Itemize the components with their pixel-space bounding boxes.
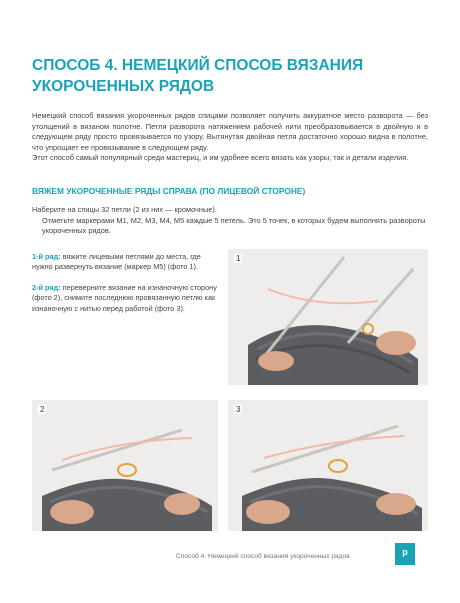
page-footer: Способ 4. Немецкий способ вязания укороченных рядов <box>176 553 350 560</box>
step-1-text: вяжите лицевыми петлями до места, где нужно развернуть вязание (маркер М5) (фото 1). <box>32 252 201 272</box>
knitting-photo-icon <box>32 400 218 531</box>
section-text <box>32 205 428 237</box>
steps-list <box>32 252 222 324</box>
photo-3-number: 3 <box>236 405 241 414</box>
step-2 <box>32 283 222 314</box>
knitting-photo-icon <box>228 400 428 531</box>
photo-3 <box>228 400 428 531</box>
cast-on-instruction: Наберите на спицы 32 петли (2 из них — кромочные). <box>32 205 217 214</box>
intro-text <box>32 111 428 164</box>
photo-1-number: 1 <box>236 254 241 263</box>
chapter-title-line1: СПОСОБ 4. НЕМЕЦКИЙ СПОСОБ ВЯЗАНИЯ <box>32 57 364 74</box>
step-1-label: 1-й ряд: <box>32 252 61 261</box>
section-heading: ВЯЖЕМ УКОРОЧЕННЫЕ РЯДЫ СПРАВА (ПО ЛИЦЕВОЙ СТОРОНЕ) <box>32 186 306 196</box>
knitting-photo-icon <box>228 249 428 385</box>
step-2-label: 2-й ряд: <box>32 282 61 292</box>
step-1 <box>32 252 222 273</box>
photo-2 <box>32 400 218 531</box>
photo-1 <box>228 249 428 385</box>
marker-instruction: Отметьте маркерами М1, М2, М3, М4, М5 каждые 5 петель. Это 5 точек, в которых будем выполнять развороты укороченных рядов. <box>42 215 426 236</box>
photo-2-number: 2 <box>40 405 45 414</box>
chapter-title <box>32 55 412 97</box>
step-2-text: переверните вязание на изнаночную сторону (фото 2), снимите последнюю провязанную петлю как изнаночную с нитью перед работой (фото 3). <box>32 282 217 313</box>
intro-paragraph: Этот способ самый популярный среди мастериц, и им удобнее всего вязать как узоры, так и детали изделия. <box>32 153 409 163</box>
intro-paragraph: Немецкий способ вязания укороченных рядов спицами позволяет получить аккуратное место разворота — без утолщений в вязаном полотне. Петля разворота натяжением рабочей нити преобразовывается в двойную и в следующем ряду просто провязывается по узору. Вытянутая двойная петля достаточно хорошо видна в полотне, что упрощает ее провязывание в следующем ряду. <box>32 111 428 152</box>
footer-logo-icon: р <box>402 547 408 557</box>
chapter-title-line2: УКОРОЧЕННЫХ РЯДОВ <box>32 78 215 95</box>
